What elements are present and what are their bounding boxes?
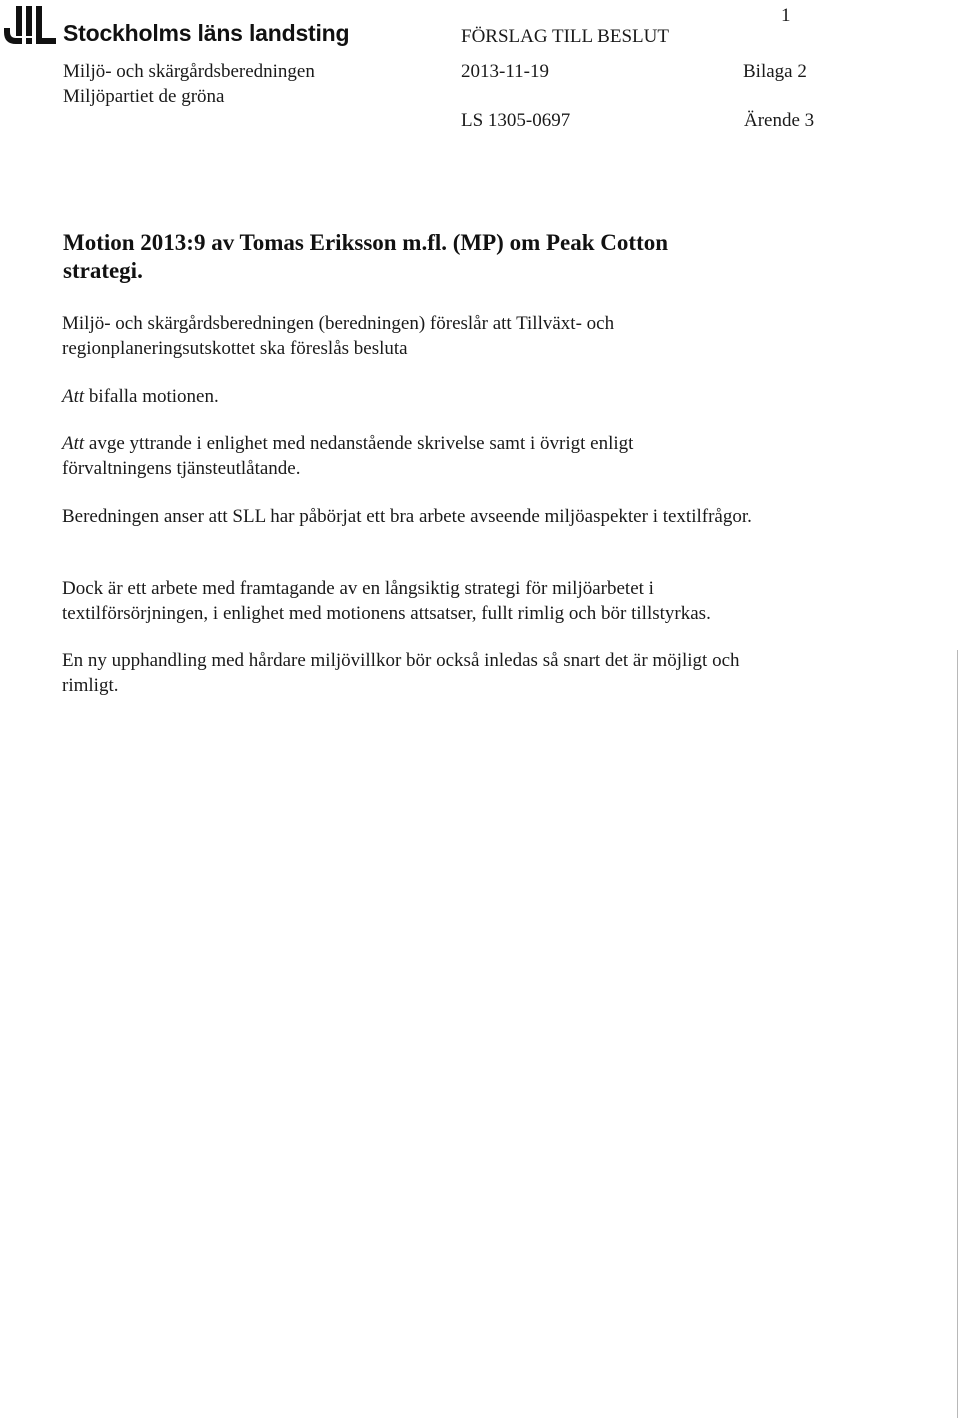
decision-lead: Att — [62, 433, 85, 454]
organization-name: Stockholms läns landsting — [63, 20, 350, 46]
document-type: FÖRSLAG TILL BESLUT — [461, 26, 669, 47]
decision-item — [62, 431, 722, 481]
committee-name: Miljö- och skärgårdsberedningen — [63, 61, 315, 82]
sll-logo-icon — [4, 6, 56, 44]
document-date: 2013-11-19 — [461, 61, 549, 82]
intro-paragraph: Miljö- och skärgårdsberedningen (beredningen) föreslår att Tillväxt- och regionplaneringsutskottet ska föreslås besluta — [62, 313, 615, 359]
party-name: Miljöpartiet de gröna — [63, 86, 225, 107]
document-title: Motion 2013:9 av Tomas Eriksson m.fl. (MP) om Peak Cotton strategi. — [63, 230, 669, 283]
case-number: LS 1305-0697 — [461, 110, 571, 131]
body-paragraph: Beredningen anser att SLL har påbörjat ett bra arbete avseende miljöaspekter i textilfrågor. — [62, 506, 752, 527]
appendix-label: Bilaga 2 — [743, 61, 807, 82]
item-label: Ärende 3 — [744, 110, 815, 131]
scan-edge-line — [957, 650, 958, 1418]
body-paragraph: Dock är ett arbete med framtagande av en långsiktig strategi för miljöarbetet i textilförsörjningen, i enlighet med motionens attsatser, fullt rimlig och bör tillstyrkas. — [62, 578, 711, 624]
body-paragraph: En ny upphandling med hårdare miljövillkor bör också inledas så snart det är möjligt och rimligt. — [62, 650, 740, 696]
decision-lead: Att — [62, 386, 85, 407]
decision-item — [62, 384, 822, 409]
decision-text: avge yttrande i enlighet med nedanstående skrivelse samt i övrigt enligt förvaltningens tjänsteutlåtande. — [62, 433, 634, 479]
decision-text: bifalla motionen. — [84, 386, 219, 407]
page-number: 1 — [781, 5, 791, 26]
